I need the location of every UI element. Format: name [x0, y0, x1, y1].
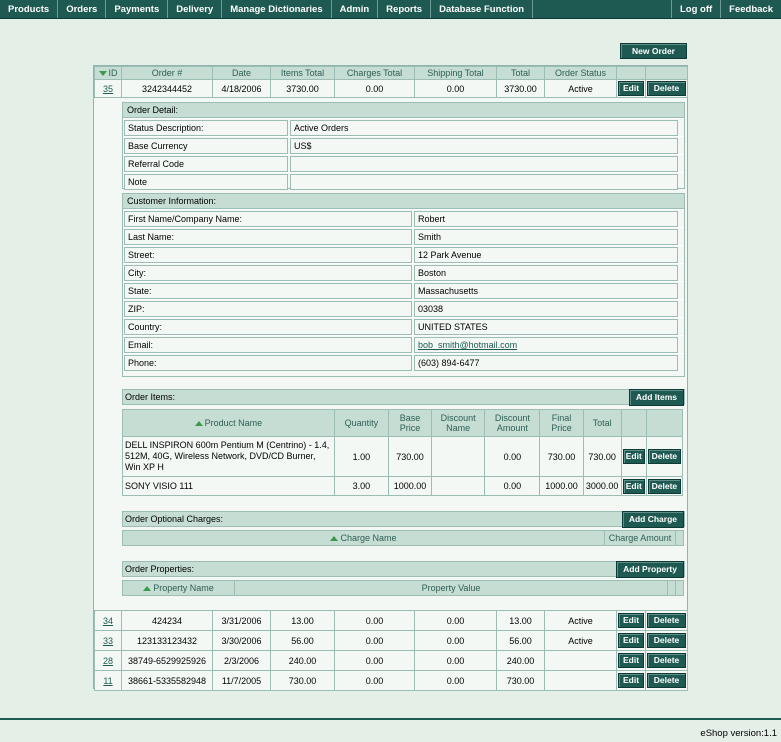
- edit-order-button[interactable]: Edit: [618, 81, 644, 96]
- order-properties-title: Order Properties:: [125, 564, 195, 574]
- delete-cell: [646, 80, 688, 98]
- item-delete-cell: [646, 477, 682, 496]
- col-items-total-header[interactable]: Items Total: [271, 67, 335, 80]
- item-final-price: 1000.00: [540, 477, 583, 496]
- col-date-header[interactable]: Date: [213, 67, 271, 80]
- order-charges-total: 0.00: [335, 651, 415, 671]
- order-status: Active: [545, 611, 617, 631]
- item-final-price: 730.00: [540, 437, 583, 477]
- order-id[interactable]: [95, 611, 122, 631]
- col-property-spacer: [668, 581, 676, 596]
- order-charges-total: 0.00: [335, 671, 415, 691]
- sort-desc-icon: [99, 71, 107, 76]
- item-product-name: DELL INSPIRON 600m Pentium M (Centrino) - 1.4, 512M, 40G, Wireless Network, DVD/CD Burner, Win XP H: [123, 437, 335, 477]
- order-date: 3/30/2006: [213, 631, 271, 651]
- field-value: 03038: [414, 301, 678, 317]
- order-charges-total: 0.00: [335, 631, 415, 651]
- edit-cell: [617, 80, 646, 98]
- order-items-bar: [122, 389, 685, 405]
- field-label: Referral Code: [124, 156, 288, 172]
- order-properties-header-row: [123, 581, 684, 596]
- col-id-header[interactable]: [95, 67, 122, 80]
- nav-delivery[interactable]: Delivery: [168, 0, 222, 18]
- field-label: Phone:: [124, 355, 412, 371]
- col-property-name-label: Property Name: [153, 583, 214, 593]
- col-charge-amount-header[interactable]: Charge Amount: [605, 531, 676, 546]
- field-value: [290, 174, 678, 190]
- field-value: Smith: [414, 229, 678, 245]
- item-delete-cell: [646, 437, 682, 477]
- order-shipping-total: 0.00: [415, 631, 497, 651]
- order-date: 2/3/2006: [213, 651, 271, 671]
- order-items-total: 56.00: [271, 631, 335, 651]
- field-label: City:: [124, 265, 412, 281]
- field-row: [123, 209, 684, 227]
- field-value: 12 Park Avenue: [414, 247, 678, 263]
- order-row: [95, 651, 688, 671]
- field-label: Street:: [124, 247, 412, 263]
- field-label: Note: [124, 174, 288, 190]
- edit-item-button[interactable]: Edit: [623, 479, 645, 494]
- field-row: [123, 353, 684, 371]
- nav-admin[interactable]: Admin: [332, 0, 379, 18]
- order-id-link[interactable]: 35: [102, 83, 113, 94]
- col-charge-name-header[interactable]: [123, 531, 605, 546]
- item-edit-cell: [621, 477, 646, 496]
- optional-charges-bar: [122, 511, 685, 527]
- item-quantity: 3.00: [334, 477, 388, 496]
- nav-spacer: [533, 0, 671, 18]
- col-property-spacer: [676, 581, 684, 596]
- edit-order-button[interactable]: Edit: [618, 653, 644, 668]
- field-row: [123, 118, 684, 136]
- order-items-total: 240.00: [271, 651, 335, 671]
- edit-item-button[interactable]: Edit: [623, 449, 645, 464]
- delete-order-button[interactable]: Delete: [647, 653, 686, 668]
- field-label: Last Name:: [124, 229, 412, 245]
- col-charges-total-header[interactable]: Charges Total: [335, 67, 415, 80]
- order-id[interactable]: [95, 80, 122, 98]
- optional-charges-table: [122, 530, 684, 546]
- delete-order-button[interactable]: Delete: [647, 81, 686, 96]
- order-shipping-total: 0.00: [415, 651, 497, 671]
- field-row: [123, 335, 684, 353]
- new-order-button[interactable]: New Order: [620, 43, 687, 59]
- col-item-edit-header: [621, 410, 646, 437]
- order-shipping-total: 0.00: [415, 611, 497, 631]
- col-total-header[interactable]: Total: [497, 67, 545, 80]
- col-item-delete-header: [646, 410, 682, 437]
- field-label: State:: [124, 283, 412, 299]
- field-value: US$: [290, 138, 678, 154]
- sort-asc-icon: [195, 421, 203, 426]
- orders-header-row: [95, 67, 688, 80]
- item-discount-name: [432, 477, 485, 496]
- add-property-button[interactable]: Add Property: [616, 561, 684, 578]
- order-row: [95, 611, 688, 631]
- order-shipping-total: 0.00: [415, 80, 497, 98]
- field-row: [123, 245, 684, 263]
- edit-order-cell: [617, 611, 646, 631]
- customer-info-fields: [123, 209, 684, 371]
- delete-order-cell: [646, 671, 688, 691]
- nav-feedback[interactable]: Feedback: [720, 0, 781, 18]
- order-number: 123133123432: [122, 631, 213, 651]
- col-quantity-header[interactable]: Quantity: [334, 410, 388, 437]
- nav-orders[interactable]: Orders: [58, 0, 106, 18]
- col-property-name-header[interactable]: [123, 581, 235, 596]
- item-discount-amount: 0.00: [485, 477, 540, 496]
- order-status: Active: [545, 80, 617, 98]
- order-number: 38749-6529925926: [122, 651, 213, 671]
- order-status: [545, 671, 617, 691]
- order-date: 4/18/2006: [213, 80, 271, 98]
- delete-item-button[interactable]: Delete: [648, 479, 681, 494]
- field-value: [414, 337, 678, 353]
- delete-order-button[interactable]: Delete: [647, 633, 686, 648]
- delete-order-button[interactable]: Delete: [647, 613, 686, 628]
- order-detail-fields: [123, 118, 684, 190]
- item-product-name: SONY VISIO 111: [123, 477, 335, 496]
- order-id[interactable]: [95, 631, 122, 651]
- field-row: [123, 281, 684, 299]
- add-items-button[interactable]: Add Items: [629, 389, 684, 406]
- field-row: [123, 263, 684, 281]
- delete-order-cell: [646, 611, 688, 631]
- field-value: (603) 894-6477: [414, 355, 678, 371]
- order-id-link[interactable]: 34: [102, 615, 113, 626]
- field-label: Base Currency: [124, 138, 288, 154]
- col-edit-header: [617, 67, 646, 80]
- item-discount-amount: 0.00: [485, 437, 540, 477]
- edit-order-button[interactable]: Edit: [618, 673, 644, 688]
- order-id-link[interactable]: 28: [102, 655, 113, 666]
- order-id-link[interactable]: 11: [103, 675, 113, 686]
- order-status: Active: [545, 631, 617, 651]
- order-row-expanded: [95, 80, 688, 98]
- order-properties-bar: [122, 561, 685, 577]
- order-status: [545, 651, 617, 671]
- field-row: [123, 299, 684, 317]
- order-row: [95, 631, 688, 651]
- field-row: [123, 172, 684, 190]
- email-link[interactable]: bob_smith@hotmail.com: [418, 340, 518, 350]
- item-quantity: 1.00: [334, 437, 388, 477]
- col-shipping-total-header[interactable]: Shipping Total: [415, 67, 497, 80]
- order-item-row: [123, 437, 683, 477]
- sort-asc-icon: [330, 536, 338, 541]
- order-total: 3730.00: [497, 80, 545, 98]
- optional-charges-header-row: [123, 531, 684, 546]
- field-value: [290, 156, 678, 172]
- order-number: 38661-5335582948: [122, 671, 213, 691]
- order-total: 13.00: [497, 611, 545, 631]
- order-detail-title: Order Detail:: [123, 103, 684, 118]
- nav-manage-dictionaries[interactable]: Manage Dictionaries: [222, 0, 331, 18]
- order-shipping-total: 0.00: [415, 671, 497, 691]
- item-edit-cell: [621, 437, 646, 477]
- sort-asc-icon: [143, 586, 151, 591]
- orders-table: [94, 66, 688, 98]
- edit-order-button[interactable]: Edit: [618, 633, 644, 648]
- order-charges-total: 0.00: [335, 80, 415, 98]
- order-id-link[interactable]: 33: [102, 635, 113, 646]
- order-date: 3/31/2006: [213, 611, 271, 631]
- col-order-number-header[interactable]: Order #: [122, 67, 213, 80]
- add-charge-button[interactable]: Add Charge: [622, 511, 684, 528]
- field-label: Status Description:: [124, 120, 288, 136]
- order-id[interactable]: [95, 671, 122, 691]
- field-label: ZIP:: [124, 301, 412, 317]
- col-charge-name-label: Charge Name: [340, 533, 397, 543]
- order-items-total: 13.00: [271, 611, 335, 631]
- col-charge-spacer: [676, 531, 684, 546]
- customer-info-box: [122, 193, 685, 377]
- delete-order-button[interactable]: Delete: [647, 673, 686, 688]
- col-product-name-label: Product Name: [204, 418, 263, 428]
- col-base-price-header[interactable]: Base Price: [388, 410, 431, 437]
- col-order-status-header[interactable]: Order Status: [545, 67, 617, 80]
- item-discount-name: [432, 437, 485, 477]
- order-number: 3242344452: [122, 80, 213, 98]
- field-label: Country:: [124, 319, 412, 335]
- edit-order-cell: [617, 671, 646, 691]
- order-id[interactable]: [95, 651, 122, 671]
- nav-payments[interactable]: Payments: [106, 0, 168, 18]
- item-total: 3000.00: [583, 477, 621, 496]
- field-label: First Name/Company Name:: [124, 211, 412, 227]
- order-items-total: 730.00: [271, 671, 335, 691]
- order-items-header-row: [123, 410, 683, 437]
- order-total: 730.00: [497, 671, 545, 691]
- footer-divider: [0, 718, 781, 720]
- orders-panel: [93, 65, 688, 689]
- version-label: eShop version:1.1: [700, 728, 777, 739]
- order-date: 11/7/2005: [213, 671, 271, 691]
- order-charges-total: 0.00: [335, 611, 415, 631]
- field-row: [123, 154, 684, 172]
- edit-order-cell: [617, 651, 646, 671]
- col-id-label: ID: [108, 68, 118, 78]
- order-number: 424234: [122, 611, 213, 631]
- order-items-total: 3730.00: [271, 80, 335, 98]
- customer-info-title: Customer Information:: [123, 194, 684, 209]
- delete-order-cell: [646, 651, 688, 671]
- delete-item-button[interactable]: Delete: [648, 449, 681, 464]
- nav-products[interactable]: Products: [0, 0, 58, 18]
- field-value: Active Orders: [290, 120, 678, 136]
- order-total: 240.00: [497, 651, 545, 671]
- field-row: [123, 136, 684, 154]
- order-properties-table: [122, 580, 684, 596]
- order-items-table: [122, 409, 683, 496]
- nav-reports[interactable]: Reports: [378, 0, 431, 18]
- field-value: Robert: [414, 211, 678, 227]
- item-base-price: 1000.00: [388, 477, 431, 496]
- field-label: Email:: [124, 337, 412, 353]
- field-value: Boston: [414, 265, 678, 281]
- order-row: [95, 671, 688, 691]
- field-row: [123, 227, 684, 245]
- order-total: 56.00: [497, 631, 545, 651]
- field-row: [123, 317, 684, 335]
- delete-order-cell: [646, 631, 688, 651]
- col-delete-header: [646, 67, 688, 80]
- orders-table-continued: [94, 610, 688, 691]
- nav-database-function[interactable]: Database Function: [431, 0, 533, 18]
- col-discount-name-header[interactable]: Discount Name: [432, 410, 485, 437]
- order-rows: [95, 611, 688, 691]
- col-product-name-header[interactable]: [123, 410, 335, 437]
- edit-order-button[interactable]: Edit: [618, 613, 644, 628]
- order-detail-box: [122, 102, 685, 189]
- field-value: UNITED STATES: [414, 319, 678, 335]
- nav-log-off[interactable]: Log off: [671, 0, 720, 18]
- optional-charges-title: Order Optional Charges:: [125, 514, 224, 524]
- item-base-price: 730.00: [388, 437, 431, 477]
- edit-order-cell: [617, 631, 646, 651]
- col-discount-amount-header[interactable]: Discount Amount: [485, 410, 540, 437]
- item-total: 730.00: [583, 437, 621, 477]
- col-item-total-header[interactable]: Total: [583, 410, 621, 437]
- order-item-row: [123, 477, 683, 496]
- order-items-title: Order Items:: [125, 392, 176, 402]
- col-property-value-header[interactable]: Property Value: [235, 581, 668, 596]
- field-value: Massachusetts: [414, 283, 678, 299]
- col-final-price-header[interactable]: Final Price: [540, 410, 583, 437]
- top-navigation-bar: [0, 0, 781, 19]
